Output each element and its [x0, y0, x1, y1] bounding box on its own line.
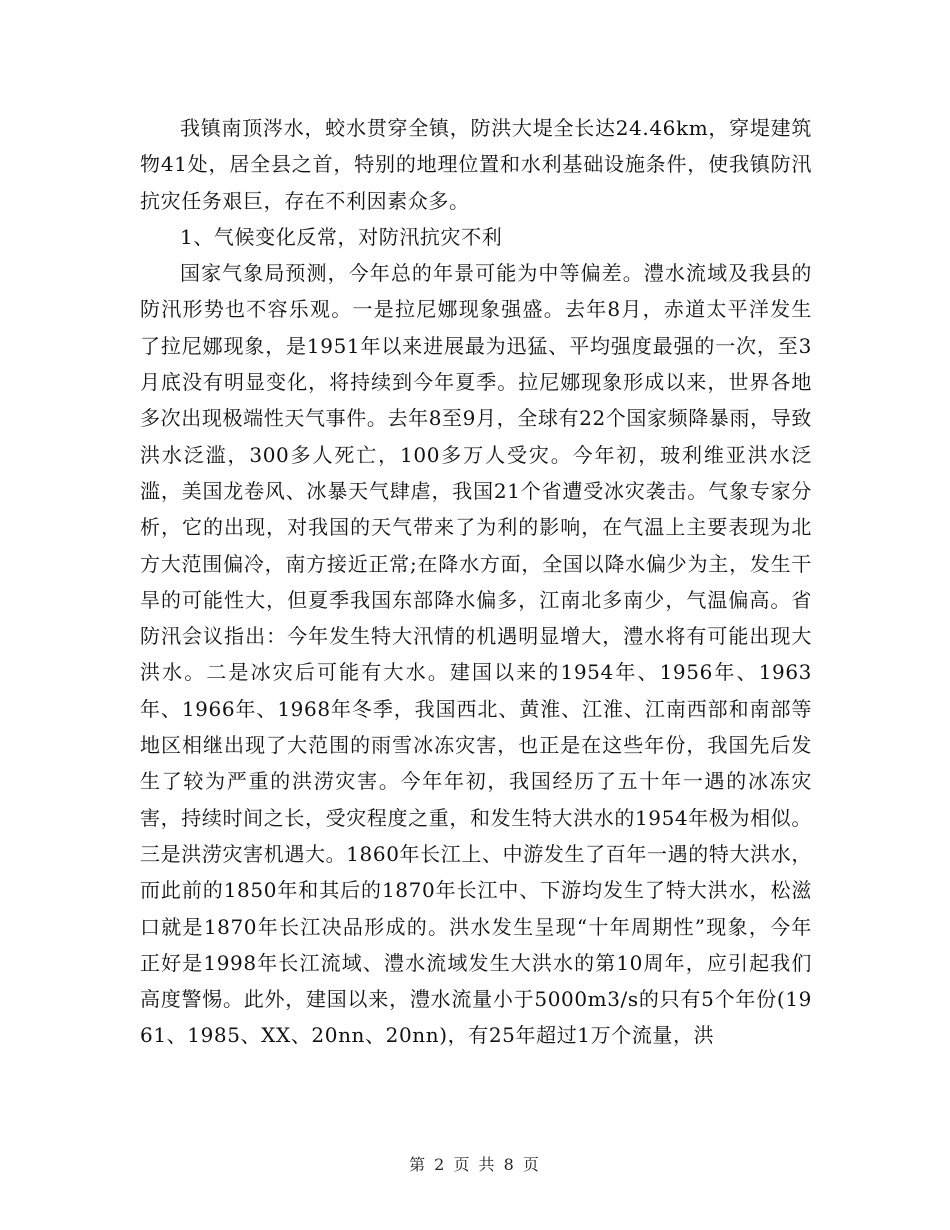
body-paragraph: 国家气象局预测，今年总的年景可能为中等偏差。澧水流域及我县的防汛形势也不容乐观。一是拉尼娜现象强盛。去年8月，赤道太平洋发生了拉尼娜现象，是1951年以来进展最为迅猛、平均强度最强的一次，至3月底没有明显变化，将持续到今年夏季。拉尼娜现象形成以来，世界各地多次出现极端性天气事件。去年8至9月，全球有22个国家频降暴雨，导致洪水泛滥，300多人死亡，100多万人受灾。今年初，玻利维亚洪水泛滥，美国龙卷风、冰暴天气肆虐，我国21个省遭受冰灾袭击。气象专家分析，它的出现，对我国的天气带来了为利的影响，在气温上主要表现为北方大范围偏冷，南方接近正常;在降水方面，全国以降水偏少为主，发生干旱的可能性大，但夏季我国东部降水偏多，江南北多南少，气温偏高。省防汛会议指出：今年发生特大汛情的机遇明显增大，澧水将有可能出现大洪水。二是冰灾后可能有大水。建国以来的1954年、1956年、1963年、1966年、1968年冬季，我国西北、黄淮、江淮、江南西部和南部等地区相继出现了大范围的雨雪冰冻灾害，也正是在这些年份，我国先后发生了较为严重的洪涝灾害。今年年初，我国经历了五十年一遇的冰冻灾害，持续时间之长，受灾程度之重，和发生特大洪水的1954年极为相似。三是洪涝灾害机遇大。1860年长江上、中游发生了百年一遇的特大洪水，而此前的1850年和其后的1870年长江中、下游均发生了特大洪水，松滋口就是1870年长江决品形成的。洪水发生呈现“十年周期性”现象，今年正好是1998年长江流域、澧水流域发生大洪水的第10周年，应引起我们高度警惕。此外，建国以来，澧水流量小于5000m3/s的只有5个年份(1961、1985、XX、20nn、20nn)，有25年超过1万个流量，洪: [140, 261, 812, 1048]
page-body: [140, 110, 812, 1054]
section-heading: 1、气候变化反常，对防汛抗灾不利: [180, 224, 503, 249]
intro-paragraph: 我镇南顶涔水，蛟水贯穿全镇，防洪大堤全长达24.46km，穿堤建筑物41处，居全县之首，特别的地理位置和水利基础设施条件，使我镇防汛抗灾任务艰巨，存在不利因素众多。: [140, 116, 812, 213]
page-number-footer: 第 2 页 共 8 页: [409, 1155, 541, 1174]
